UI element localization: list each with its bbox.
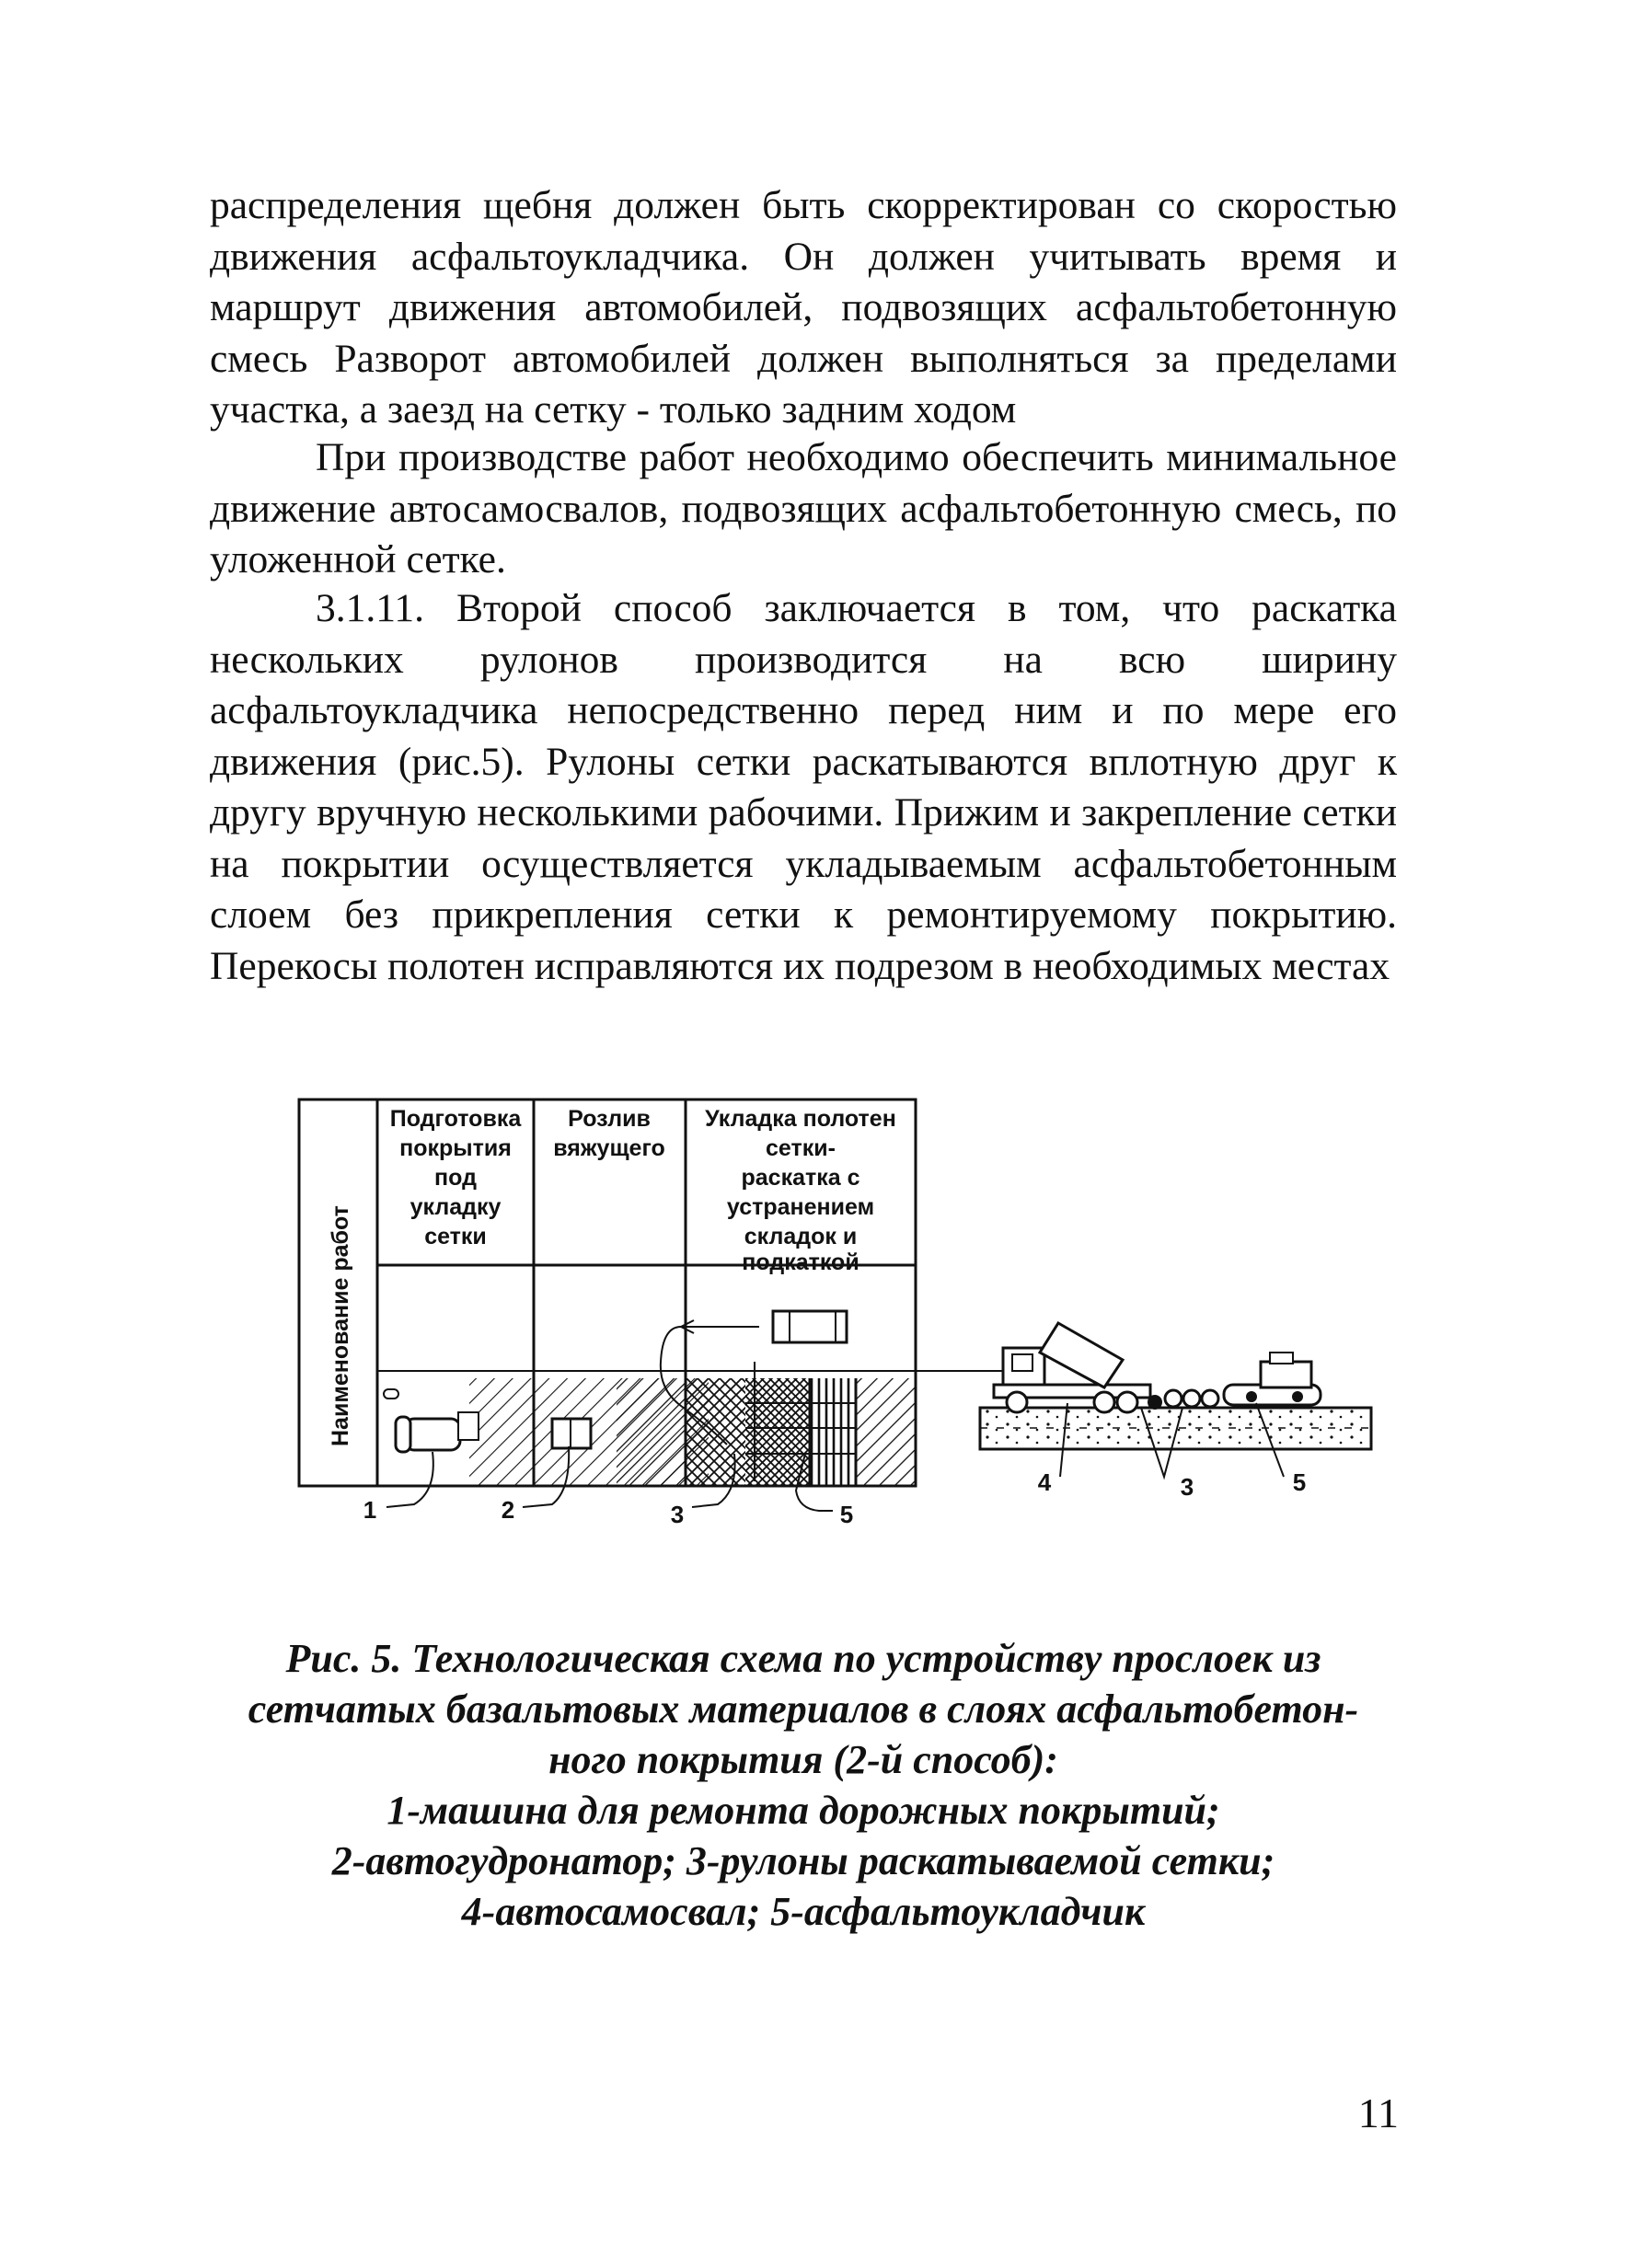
dump-truck-plan-icon bbox=[773, 1311, 847, 1342]
caption-line: Рис. 5. Технологическая схема по устройству прослоек из bbox=[285, 1636, 1321, 1681]
svg-text:под: под bbox=[434, 1165, 477, 1191]
caption-line: 2-автогудронатор; 3-рулоны раскатываемой сетки; bbox=[331, 1838, 1275, 1883]
side-view bbox=[980, 1323, 1371, 1501]
caption-line: сетчатых базальтовых материалов в слоях асфальтобетон- bbox=[248, 1687, 1359, 1732]
svg-text:складок и: складок и bbox=[744, 1224, 858, 1249]
svg-text:Укладка полотен: Укладка полотен bbox=[705, 1106, 896, 1132]
technology-scheme-figure bbox=[294, 1086, 1399, 1564]
asphalt-paver-side-icon bbox=[1224, 1353, 1321, 1405]
asphalt-distributor-icon bbox=[552, 1419, 591, 1448]
svg-text:вяжущего: вяжущего bbox=[553, 1135, 665, 1161]
label-5: 5 bbox=[839, 1501, 854, 1528]
caption-line: ного покрытия (2-й способ): bbox=[548, 1737, 1058, 1782]
svg-text:раскатка с: раскатка с bbox=[741, 1165, 860, 1191]
page-number: 11 bbox=[1357, 2090, 1399, 2136]
paragraph-1: распределения щебня должен быть скорректирован со скоростью движения асфальтоукладчика. Он должен учитывать время и маршрут движения автомобилей, подвозящих асфальтобетонную смесь Разворот автомобилей должен выполняться за пределами участка, а заезд на сетку - только задним ходом bbox=[210, 183, 1397, 432]
side-label-4: 4 bbox=[1037, 1468, 1052, 1496]
svg-text:покрытия: покрытия bbox=[399, 1135, 512, 1161]
side-label-3: 3 bbox=[1180, 1473, 1194, 1501]
side-label-5: 5 bbox=[1292, 1468, 1307, 1496]
svg-text:подкаткой: подкаткой bbox=[742, 1249, 859, 1275]
column-header-preparation bbox=[390, 1106, 523, 1249]
svg-text:Подготовка: Подготовка bbox=[389, 1106, 522, 1132]
label-3: 3 bbox=[670, 1501, 685, 1528]
caption-line: 1-машина для ремонта дорожных покрытий; bbox=[386, 1788, 1220, 1833]
svg-text:сетки-: сетки- bbox=[766, 1135, 836, 1161]
svg-text:сетки: сетки bbox=[424, 1224, 487, 1249]
figure-caption bbox=[210, 1633, 1397, 1937]
row-header-label: Наименование работ bbox=[328, 1205, 353, 1446]
paragraph-2: При производстве работ необходимо обеспечить минимальное движение автосамосвалов, подвозящих асфальтобетонную смесь, по уложенной сетке. bbox=[210, 435, 1397, 581]
dump-truck-side-icon bbox=[994, 1323, 1150, 1412]
column-header-binder bbox=[553, 1106, 665, 1161]
repair-machine-icon bbox=[384, 1389, 479, 1452]
svg-text:устранением: устранением bbox=[726, 1194, 875, 1220]
svg-text:укладку: укладку bbox=[410, 1194, 502, 1220]
column-header-laying bbox=[705, 1106, 896, 1275]
paver-area bbox=[810, 1378, 856, 1486]
paragraph-3: 3.1.11. Второй способ заключается в том, что раскатка нескольких рулонов производится на всю ширину асфальтоукладчика непосредственно перед ним и по мере его движения (рис.5). Рулоны сетки раскатываются вплотную друг к другу вручную несколькими рабочими. Прижим и закрепление сетки на покрытии осуществляется укладываемым асфальтобетонным слоем без прикрепления сетки к ремонтируемому покрытию. Перекосы полотен исправляются их подрезом в необходимых местах bbox=[210, 586, 1397, 988]
label-1: 1 bbox=[363, 1496, 377, 1524]
label-2: 2 bbox=[501, 1496, 515, 1524]
caption-line: 4-автосамосвал; 5-асфальтоукладчик bbox=[461, 1889, 1146, 1934]
svg-text:Розлив: Розлив bbox=[568, 1106, 651, 1132]
